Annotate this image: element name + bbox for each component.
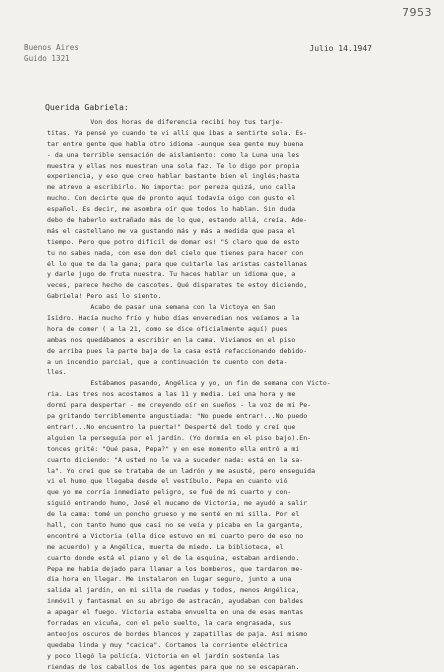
letter-line: Gabriela! Pero así lo siento.	[47, 292, 162, 301]
letter-line: Estábamos pasando, Angélica y yo, un fin de semana con Victo-	[47, 379, 331, 388]
archive-reference-number: 7953	[402, 6, 432, 19]
letter-line: salida al jardín, en mi silla de ruedas y todos, menos Angélica,	[47, 586, 300, 595]
letterhead-city: Buenos Aires	[24, 43, 79, 52]
letter-line: hora de comer ( a la 21, como se dice oficialmente aquí) pues	[47, 324, 288, 333]
letter-line: mucho. Con decirte que de pronto aquí todavía oigo con gusto el	[47, 194, 296, 203]
letter-line: inmóvil y fantasmal en su abrigo de astracán, ayudaban con baldes	[47, 597, 304, 606]
letter-line: anteojos oscuros de bordes blancos y zapatillas de paja. Así mismo	[47, 629, 308, 638]
letter-line: lles.	[47, 368, 67, 377]
letter-line: Von dos horas de diferencia recibí hoy tus tarje-	[47, 118, 284, 126]
letter-line: cuarto diciendo: "A usted no le va a suceder nada: está en la sa-	[47, 455, 304, 464]
letter-line: ria. Las tres nos acostamos a las 11 y media. Leí una hora y me	[47, 390, 296, 399]
letter-line: me acuerdo) y a Angélica, muerta de miedo. La biblioteca, el	[47, 542, 284, 551]
letter-line: a apagar el fuego. Victoria estaba envuelta en una de esas mantas	[47, 608, 304, 617]
letter-line: Isidro. Hacía mucho frío y hubo días enveredian nos veíamos a la	[47, 314, 300, 323]
letterhead-street: Guido 1321	[24, 54, 70, 63]
letter-line: Acabo de pasar una semana con la Victoya en San	[47, 303, 276, 312]
letter-date: Julio 14.1947	[309, 44, 372, 53]
letter-line: tar entre gente que habla otro idioma -aunque sea gente muy buena	[47, 139, 304, 148]
letter-line: vi el humo que llegaba desde el vestíbulo. Pepa en cuanto vió	[47, 477, 288, 486]
letter-line: alguien la perseguía por el jardín. (Yo dormía en el piso bajo).En-	[47, 433, 312, 442]
letter-line: quedaba linda y muy "cacica". Cortamos la corriente eléctrica	[47, 640, 288, 649]
letter-line: riendas de los caballos de los agentes para que no se escaparan.	[47, 662, 300, 671]
letter-line: ambas nos quedábamos a escribir en la cama. Vivíamos en el piso	[47, 335, 296, 344]
letter-line: muestra y ellas nos muestran una sola faz. Te lo digo por propia	[47, 161, 300, 170]
letter-line: que yo me corría inmediato peligro, se fué de mi cuarto y con-	[47, 488, 292, 497]
letter-line: siguió entrando humo, José el mucamo de Victoria, me ayudó a salir	[47, 499, 308, 508]
letter-line: y darle jugo de fruta nuestra. Tu haces hablar un idioma que, a	[47, 270, 296, 279]
letter-line: encontré a Victoria (ella dice estuvo en mi cuarto pero de eso no	[47, 531, 304, 540]
letter-line: me atrevo a escribirlo. No importa: por pereza quizá, uno calla	[47, 183, 296, 192]
letter-line: él lo que te da la gana; para que cuitarle las aristas castellanas	[47, 259, 308, 268]
letter-line: cuarto donde está el piano y el de la esquina, estaban ardiendo.	[47, 553, 300, 562]
letter-line: Pepa me había dejado para llamar a los bomberos, que tardaron me-	[47, 564, 304, 573]
letter-line: y poco llegó la policía. Victoria en el jardín sostenía las	[47, 651, 280, 660]
letter-line: titas. Ya pensé yo cuando te vi allí que ibas a sentirte sola. Es-	[47, 128, 308, 137]
letter-line: forradas en vicuña, con el pelo suelto, la cara engrasada, sus	[47, 618, 292, 627]
letter-line: la". Yo creí que se trataba de un ladrón y me asusté, pero enseguida	[47, 466, 316, 475]
letter-line: - da una terrible sensación de aislamiento: como la Luna una les	[47, 150, 300, 159]
letter-line: pa gritando terriblemente angustiada: "No puede entrar!...No puedo	[47, 412, 308, 421]
letter-line: de la cama: tomé un poncho grueso y me senté en mi silla. Por el	[47, 510, 300, 519]
letter-line: a un incendio parcial, que a continuación te cuento con deta-	[47, 357, 288, 366]
letterhead-address	[24, 42, 79, 64]
letter-line: tonces grité: "Qué pasa, Pepa?" y en ese momento ella entró a mi	[47, 444, 300, 453]
letter-line: experiencia, y eso que creo hablar bastante bien el inglés;hasta	[47, 172, 300, 181]
letter-line: entrar!...No encuentro la puerta!" Desperté del todo y creí que	[47, 422, 296, 431]
letter-line: más el castellano me va gustando más y más a medida que pasa el	[47, 226, 296, 235]
letter-line: tu no sabes nada, con ese don del cielo que tienes para hacer con	[47, 248, 304, 257]
letter-line: de arriba pues la parte baja de la casa está refaccionando debido-	[47, 346, 308, 355]
letter-line: hall, con tanto humo que casi no se veía y picaba en la garganta,	[47, 520, 304, 529]
letter-line: dia hora en llegar. Me instalaron en lugar seguro, junto a una	[47, 575, 292, 584]
letter-body	[47, 117, 427, 672]
letter-line: veces, parece hecho de cascotes. Qué disparates te estoy diciendo,	[47, 281, 308, 290]
salutation: Querida Gabriela:	[45, 102, 129, 112]
letter-line: tiempo. Pero que potro difícil de domar es! "S claro que de esto	[47, 237, 300, 246]
letter-line: debo de haberlo extrañado más de lo que, estando allá, creía. Ade-	[47, 216, 308, 225]
letter-line: español. Es decir, me asombra oír que todos lo hablan. Sin duda	[47, 205, 296, 214]
letter-line: dormí para despertar - me creyendo oír en sueños - la voz de mi Pe-	[47, 401, 312, 410]
